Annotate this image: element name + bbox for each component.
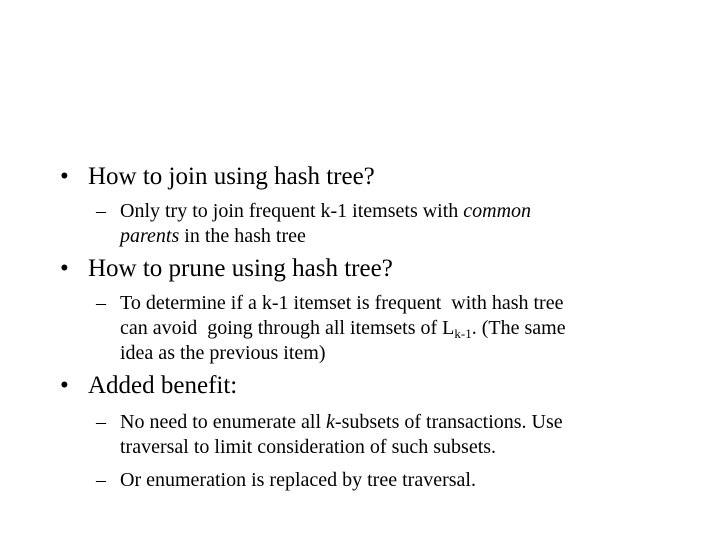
sub-text bbox=[120, 410, 563, 460]
text-segment: No need to enumerate all bbox=[120, 411, 327, 433]
text-segment: Or enumeration is replaced by tree traversal. bbox=[120, 469, 476, 491]
text-segment: k bbox=[326, 411, 335, 433]
sub-text-line bbox=[120, 316, 566, 341]
text-segment: -subsets of transactions. Use bbox=[334, 411, 563, 433]
text-segment: Only try to join frequent k-1 itemsets with bbox=[120, 200, 464, 222]
sub-text-line bbox=[120, 410, 563, 435]
sub-text bbox=[120, 199, 531, 249]
text-segment: traversal to limit consideration of such subsets. bbox=[120, 436, 497, 458]
sub-dash: – bbox=[96, 292, 106, 314]
text-segment: in the hash tree bbox=[179, 225, 306, 247]
sub-text-line bbox=[120, 291, 566, 316]
bullet-text: Added benefit: bbox=[88, 372, 238, 399]
bullet-dot: • bbox=[60, 163, 69, 190]
sub-text-line bbox=[120, 224, 531, 249]
sub-text bbox=[120, 291, 566, 366]
bullet-text: How to prune using hash tree? bbox=[88, 255, 393, 282]
bullet-text: How to join using hash tree? bbox=[88, 163, 375, 190]
text-segment: . (The same bbox=[471, 317, 566, 339]
sub-text-line bbox=[120, 341, 566, 366]
text-segment: k-1 bbox=[454, 326, 472, 341]
text-segment: To determine if a k-1 itemset is frequent with hash tree bbox=[120, 292, 564, 314]
bullet-dot: • bbox=[60, 372, 69, 399]
text-segment: can avoid going through all itemsets of L bbox=[120, 317, 455, 339]
sub-text-line bbox=[120, 199, 531, 224]
bullet-dot: • bbox=[60, 255, 69, 282]
sub-dash: – bbox=[96, 469, 106, 491]
sub-dash: – bbox=[96, 200, 106, 222]
text-segment: common bbox=[463, 200, 532, 222]
sub-text-line bbox=[120, 435, 563, 460]
sub-dash: – bbox=[96, 411, 106, 433]
sub-text bbox=[120, 468, 476, 493]
text-segment: parents bbox=[120, 225, 180, 247]
sub-text-line bbox=[120, 468, 476, 493]
text-segment: idea as the previous item) bbox=[120, 342, 326, 364]
